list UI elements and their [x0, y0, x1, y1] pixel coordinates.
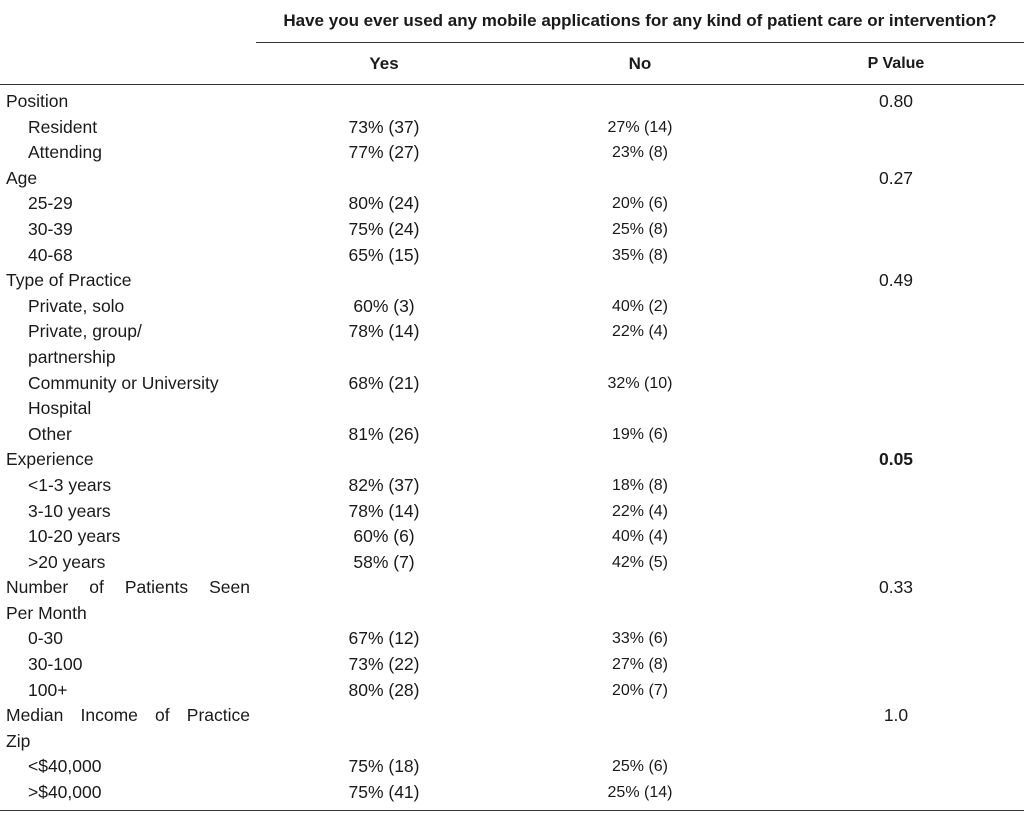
cell-no: 22% (4): [611, 502, 669, 520]
cell-no: 22% (4): [611, 323, 669, 341]
table-group-row: [0, 447, 1024, 473]
table-row: [0, 473, 1024, 499]
cell-no: 27% (8): [611, 656, 669, 674]
table-row: [0, 524, 1024, 550]
cell-p-value: 0.05: [878, 449, 914, 470]
cell-yes: 78% (14): [348, 500, 420, 521]
cell-no: 19% (6): [611, 425, 669, 443]
table-row: [0, 345, 1024, 371]
table-row: [0, 678, 1024, 704]
cell-yes: 58% (7): [353, 551, 415, 572]
cell-yes: 68% (21): [348, 372, 420, 393]
table-body: [0, 89, 1024, 806]
row-label: 10-20 years: [28, 526, 121, 547]
row-label: Age: [6, 167, 38, 188]
table-group-row: [0, 575, 1024, 601]
cell-yes: 75% (24): [348, 218, 420, 239]
row-label: 40-68: [28, 244, 73, 265]
cell-no: 20% (7): [611, 681, 669, 699]
cell-no: 18% (8): [611, 476, 669, 494]
row-label: 100+: [28, 679, 68, 700]
table-group-row: [0, 729, 1024, 755]
cell-yes: 80% (24): [348, 193, 420, 214]
row-label: Private, group/: [28, 321, 142, 342]
table-row: [0, 550, 1024, 576]
table-row: [0, 499, 1024, 525]
cell-p-value: 0.49: [878, 270, 914, 291]
table-row: [0, 754, 1024, 780]
row-label: <$40,000: [28, 756, 102, 777]
row-label: Community or University: [28, 372, 219, 393]
cell-no: 40% (2): [611, 297, 669, 315]
row-label: partnership: [28, 346, 116, 367]
cell-no: 27% (14): [607, 118, 673, 136]
table-row: [0, 371, 1024, 397]
row-label: Resident: [28, 116, 98, 137]
cell-no: 32% (10): [607, 374, 673, 392]
cell-yes: 60% (6): [353, 526, 415, 547]
cell-no: 33% (6): [611, 630, 669, 648]
row-label: Zip: [6, 730, 31, 751]
row-label: >$40,000: [28, 782, 102, 803]
cell-p-value: 0.80: [878, 91, 914, 111]
row-label: Attending: [28, 142, 102, 163]
row-label: Hospital: [28, 398, 92, 419]
row-label: 25-29: [28, 193, 73, 214]
table-row: [0, 115, 1024, 141]
row-label: Median Income of Practice: [6, 705, 250, 726]
row-label: Per Month: [6, 602, 87, 623]
table-bottom-rule: [0, 810, 1024, 811]
table-row: [0, 652, 1024, 678]
cell-no: 23% (8): [611, 144, 669, 162]
column-header-yes: Yes: [369, 54, 399, 73]
table-group-row: [0, 703, 1024, 729]
table-row: [0, 319, 1024, 345]
table-row: [0, 243, 1024, 269]
table-row: [0, 396, 1024, 422]
row-label: 30-39: [28, 218, 73, 239]
table-group-row: [0, 601, 1024, 627]
cell-no: 20% (6): [611, 195, 669, 213]
column-header-p-value: P Value: [867, 55, 925, 72]
cell-yes: 75% (41): [348, 782, 420, 803]
cell-p-value: 1.0: [883, 705, 909, 726]
table-row: [0, 422, 1024, 448]
cell-no: 25% (14): [607, 784, 673, 802]
table-row: [0, 140, 1024, 166]
row-label: Experience: [6, 449, 94, 470]
cell-yes: 78% (14): [348, 321, 420, 342]
table-row: [0, 780, 1024, 806]
cell-no: 42% (5): [611, 553, 669, 571]
cell-no: 35% (8): [611, 246, 669, 264]
table-group-row: [0, 89, 1024, 115]
table-row: [0, 217, 1024, 243]
cell-yes: 80% (28): [348, 679, 420, 700]
table-row: [0, 294, 1024, 320]
cell-yes: 81% (26): [348, 423, 420, 444]
table-super-header: Have you ever used any mobile applications for any kind of patient care or intervention?: [256, 0, 1024, 43]
row-label: Position: [6, 91, 69, 111]
row-label: Other: [28, 423, 72, 444]
row-label: Type of Practice: [6, 270, 132, 291]
cell-yes: 73% (37): [348, 116, 420, 137]
cell-p-value: 0.33: [878, 577, 914, 598]
row-label: 30-100: [28, 654, 83, 675]
table-group-row: [0, 166, 1024, 192]
table-group-row: [0, 268, 1024, 294]
table-row: [0, 626, 1024, 652]
cell-yes: 65% (15): [348, 244, 420, 265]
cell-no: 25% (8): [611, 220, 669, 238]
row-label: Number of Patients Seen: [6, 577, 250, 598]
cell-no: 40% (4): [611, 528, 669, 546]
column-header-no: No: [628, 54, 652, 73]
row-label: <1-3 years: [28, 474, 112, 495]
cell-yes: 77% (27): [348, 142, 420, 163]
cell-yes: 60% (3): [353, 295, 415, 316]
cell-yes: 82% (37): [348, 474, 420, 495]
row-label: >20 years: [28, 551, 106, 572]
cell-yes: 73% (22): [348, 654, 420, 675]
row-label: 3-10 years: [28, 500, 111, 521]
cell-yes: 67% (12): [348, 628, 420, 649]
cell-p-value: 0.27: [878, 167, 914, 188]
row-label: Private, solo: [28, 295, 125, 316]
table-row: [0, 191, 1024, 217]
cell-no: 25% (6): [611, 758, 669, 776]
column-header-row: [0, 42, 1024, 85]
cell-yes: 75% (18): [348, 756, 420, 777]
row-label: 0-30: [28, 628, 64, 649]
